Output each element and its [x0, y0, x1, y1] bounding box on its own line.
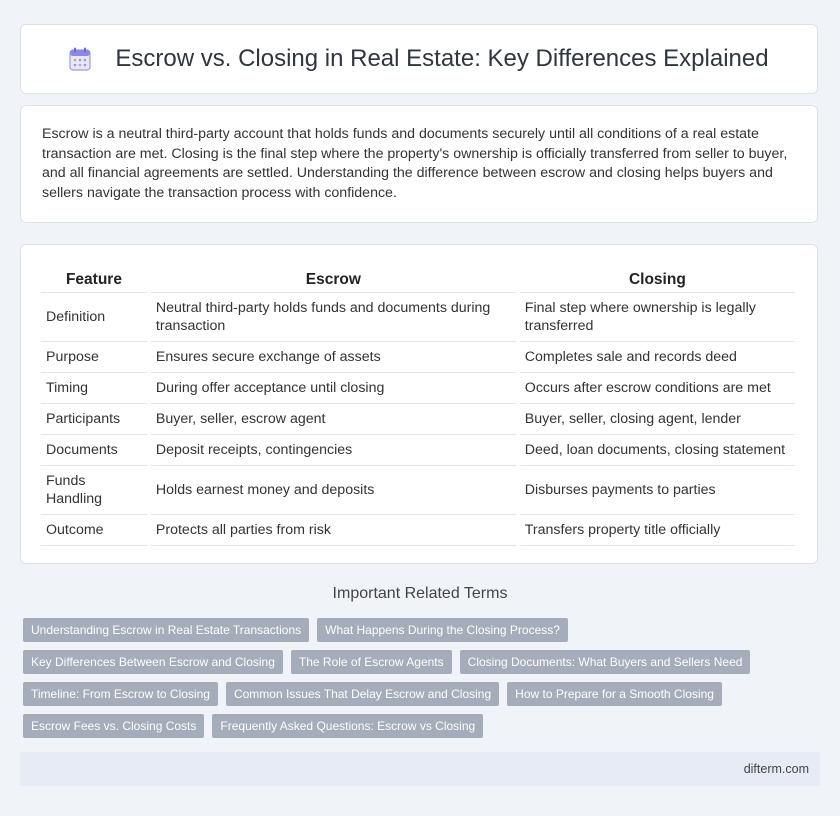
related-term-tag[interactable]: Key Differences Between Escrow and Closing: [23, 650, 283, 674]
table-header-row: [41, 265, 795, 293]
table-row: [41, 342, 795, 373]
tag-row: [23, 682, 823, 706]
escrow-cell: Ensures secure exchange of assets: [151, 342, 516, 373]
closing-cell: Buyer, seller, closing agent, lender: [520, 404, 795, 435]
related-term-tag[interactable]: Frequently Asked Questions: Escrow vs Closing: [212, 714, 483, 738]
escrow-cell: Buyer, seller, escrow agent: [151, 404, 516, 435]
escrow-cell: Deposit receipts, contingencies: [151, 435, 516, 466]
closing-cell: Occurs after escrow conditions are met: [520, 373, 795, 404]
related-terms: [23, 618, 823, 746]
feature-cell: Timing: [41, 373, 147, 404]
tag-row: [23, 650, 823, 674]
escrow-cell: During offer acceptance until closing: [151, 373, 516, 404]
page-title: Escrow vs. Closing in Real Estate: Key Differences Explained: [115, 45, 769, 72]
header-escrow: Escrow: [151, 265, 516, 293]
tag-row: [23, 714, 823, 738]
closing-cell: Transfers property title officially: [520, 515, 795, 546]
related-term-tag[interactable]: Timeline: From Escrow to Closing: [23, 682, 218, 706]
escrow-cell: Protects all parties from risk: [151, 515, 516, 546]
related-term-tag[interactable]: What Happens During the Closing Process?: [317, 618, 568, 642]
related-term-tag[interactable]: Closing Documents: What Buyers and Sellers Need: [460, 650, 751, 674]
closing-cell: Completes sale and records deed: [520, 342, 795, 373]
related-term-tag[interactable]: Common Issues That Delay Escrow and Closing: [226, 682, 499, 706]
table-row: [41, 293, 795, 342]
related-term-tag[interactable]: The Role of Escrow Agents: [291, 650, 452, 674]
table-row: [41, 515, 795, 546]
related-term-tag[interactable]: How to Prepare for a Smooth Closing: [507, 682, 722, 706]
title-card: [20, 24, 818, 94]
header-feature: Feature: [41, 265, 147, 293]
intro-card: [20, 105, 818, 223]
table-row: [41, 435, 795, 466]
closing-cell: Deed, loan documents, closing statement: [520, 435, 795, 466]
escrow-cell: Neutral third-party holds funds and documents during transaction: [151, 293, 516, 342]
feature-cell: Outcome: [41, 515, 147, 546]
closing-cell: Final step where ownership is legally transferred: [520, 293, 795, 342]
related-term-tag[interactable]: Understanding Escrow in Real Estate Transactions: [23, 618, 309, 642]
footer: [20, 752, 820, 786]
table-row: [41, 373, 795, 404]
feature-cell: Purpose: [41, 342, 147, 373]
header-closing: Closing: [520, 265, 795, 293]
table-row: [41, 404, 795, 435]
related-term-tag[interactable]: Escrow Fees vs. Closing Costs: [23, 714, 204, 738]
feature-cell: Documents: [41, 435, 147, 466]
calendar-icon: [69, 47, 91, 71]
feature-cell: Definition: [41, 293, 147, 342]
comparison-table: [37, 265, 799, 546]
related-terms-title: Important Related Terms: [332, 585, 508, 602]
escrow-cell: Holds earnest money and deposits: [151, 466, 516, 515]
feature-cell: Funds Handling: [41, 466, 147, 515]
comparison-table-card: [20, 244, 818, 564]
tag-row: [23, 618, 823, 642]
intro-text: Escrow is a neutral third-party account that holds funds and documents securely until all conditions of a real estate transaction are met. Closing is the final step where the property's ownership is officially transferred from seller to buyer, and all financial agreements are settled. Understanding the difference between escrow and closing helps buyers and sellers navigate the transaction process with confidence.: [42, 126, 788, 201]
table-row: [41, 466, 795, 515]
footer-site-link[interactable]: difterm.com: [743, 762, 809, 776]
closing-cell: Disburses payments to parties: [520, 466, 795, 515]
feature-cell: Participants: [41, 404, 147, 435]
